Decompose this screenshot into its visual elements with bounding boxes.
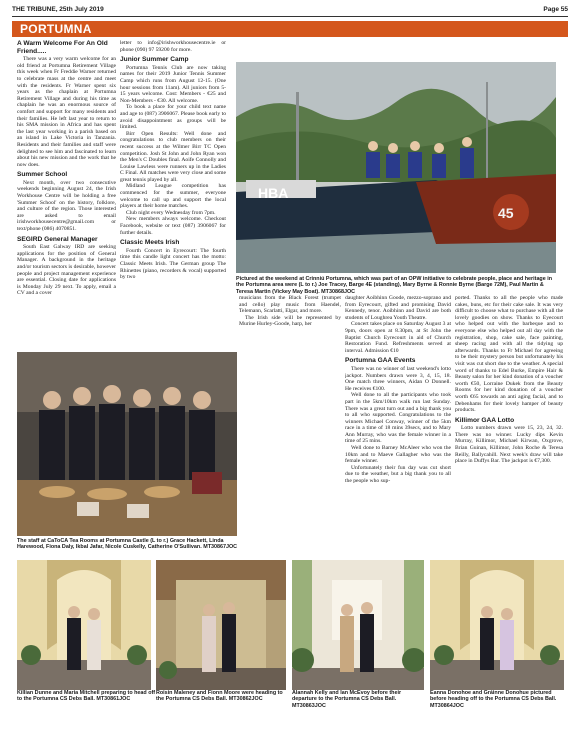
headline-segird: SEGIRD General Manager bbox=[17, 235, 98, 243]
article-paragraph: There was a very warm welcome for an old friend at Portumna Retirement Village this week when Fr Freddie Warner returned to celebrate mass at the centre and meet with the residents. Fr Warner spent six years as the chaplain at Portumna Retirement Village and during his time as chaplain he was an enormous source of comfort and support for many residents and their families. He left last year to return to his SMA mission in Africa and has spent the last year working in a parish based on an island in Lake Victoria in Tanzania. Residents and their families and staff were delighted to see him and fascinated to learn about his new mission and the work that he now does. bbox=[17, 56, 116, 168]
debs-photo-1-graphic bbox=[17, 560, 151, 690]
debs-photo-3 bbox=[292, 560, 424, 690]
headline-junior-camp: Junior Summer Camp bbox=[120, 56, 189, 64]
article-paragraph: Birr Open Results: Well done and congratulations to club members on their recent success at the Wilmer Birr TC Open competition. Josh St John and John Ryan won the Men's C Doubles final. Aoife Connolly and Louise Lawless were runners up in the Ladies C Final. All matches were very close and some great tennis played by all. bbox=[120, 130, 226, 183]
article-paragraph: Well done to Barney McAleer who won the 10km and to Maeve Gallagher who was the female winner. bbox=[345, 445, 451, 465]
headline-portumna-gaa: Portumna GAA Events bbox=[345, 357, 416, 365]
article-paragraph: Next month, over two consecutive weekends beginning August 24, the Irish Workhouse Centre will be holding a free 'Summer School' on the history, folklore, and culture of the region. Those interested are asked to email irishworkhousecentre@gmail.com or text/phone (086) 4070851. bbox=[17, 179, 116, 233]
debs-caption-2: Roisin Maleney and Fionn Moore were heading to the Portumna CS Debs Ball. MT30862JOC bbox=[156, 690, 283, 703]
cafe-staff-caption: The staff at CaToCA Tea Rooms at Portumna Castle (L to r.) Grace Hackett, Linda Harewood, Fiona Daly, Ikbal Jafar, Nicole Cuskelly, Catherine O'Sullivan. MT30867JOC bbox=[17, 538, 238, 551]
debs-photo-2 bbox=[156, 560, 286, 690]
article-column-1 bbox=[17, 40, 116, 345]
article-paragraph: Fourth Concert in Eyrecourt: The fourth time this candle light concert has the motto: Classic Meets Irish. The German group The Rhinettes (piano, recorders & vocal) supported by two bbox=[120, 247, 226, 281]
article-paragraph: Concert takes place on Saturday August 3 at 9pm, doors open at 8.30pm, at St John the Baptist Church Eyrecourt in aid of Church Restoration Fund. Refreshments served at interval. Admission €10 bbox=[345, 321, 451, 354]
debs-photo-4 bbox=[430, 560, 564, 690]
article-column-3 bbox=[239, 295, 341, 350]
article-paragraph: The Irish side will be represented by Murine Hurley-Goode, harp, her bbox=[239, 314, 341, 328]
cafe-staff-graphic bbox=[17, 352, 237, 536]
headline-classic-irish: Classic Meets Irish bbox=[120, 239, 180, 247]
article-paragraph: Lotto numbers drawn were 15, 23, 24, 32. There was no winner. Lucky dips Kevin Murray, Killimor, Michael Kirwan, Oxgrove, Brian Guinan, Killimor, John Roche & Teresa Reilly, Ballycahill. Next week's draw will take place in Duffys Bar. The jackpot is €7,300. bbox=[455, 425, 563, 465]
debs-caption-3: Alannah Kelly and Ian McEvoy before their departure to the Portumna CS Debs Ball. MT30863JOC bbox=[292, 690, 402, 709]
masthead-date: THE TRIBUNE, 25th July 2019 bbox=[12, 6, 104, 13]
headline-warm-welcome: A Warm Welcome For An Old Friend..... bbox=[17, 40, 108, 55]
boat-number-label: 45 bbox=[498, 205, 514, 221]
article-paragraph: Unfortunately their fun day was cut short due to the weather, but a big thank you to all the people who sup- bbox=[345, 464, 451, 485]
debs-photo-3-graphic bbox=[292, 560, 424, 690]
article-paragraph: New members always welcome. Checkout Facebook, website or text (087) 3906067 for further details. bbox=[120, 216, 226, 236]
section-bar bbox=[12, 21, 568, 37]
article-paragraph: ported. Thanks to all the people who made cakes, buns, etc for their cake sale. It was very difficult to choose what to purchase with all the lovely goodies on show. Thanks to Eyecourt who helped out with the barbeque and to everyone else who helped out all day with the registration, shop, cake sale, face painting, sheep racing and with all the tidying up afterwards. Thanks to Fr Michael for agreeing to be their mystery person but unfortunately his visit was cut short due to the weather. A special word of thanks to Edel Burke, Empire Hair & Beauty salon for her kind donation of a voucher worth €50, Lorraine Dukek from the Beauty Rooms for her kind donation of a voucher worth €65 towards an anti aging facial, and to Debenhams for their lovely hamper of beauty products. bbox=[455, 295, 563, 414]
article-paragraph: Midland League competition has commenced for the summer, everyone welcome to call up and support the local players at their home matches. bbox=[120, 183, 226, 210]
boat-registration-label: HBA bbox=[258, 185, 289, 201]
article-paragraph: There was no winner of last weekend's lotto jackpot. Numbers drawn were 3, 4, 15, 18. One match three winners, Aidan O Donnell. He receives €100. bbox=[345, 365, 451, 392]
article-paragraph: To book a place for your child text name and age to (087) 3906067. Please book early to avoid disappointment as groups will be limited. bbox=[120, 104, 226, 131]
article-column-5 bbox=[455, 295, 563, 530]
boat-photo-caption: Pictured at the weekend at Crinniú Portumna, which was part of an OPW initiative to celebrate people, place and heritage in the Portumna area were (L to r.) Joe Tracey, Barge 4E (standing), Mary Byrne & Ronnie Byrne (Barge 72M), Paul Martin & Teresa Martin (Vickey May Boat). MT30868JOC bbox=[236, 276, 553, 295]
debs-photo-1 bbox=[17, 560, 151, 690]
article-paragraph: South East Galway IRD are seeking applications for the position of General Manager. A background in the heritage and/or tourism sectors is desirable, however people and project management experience are essential. Closing date for applications is Monday July 29 next. To apply, email a CV and a cover bbox=[17, 244, 116, 297]
boat-photo bbox=[236, 62, 556, 273]
article-column-4 bbox=[345, 295, 451, 530]
article-paragraph: Portumna Tennis Club are now taking names for their 2019 Junior Tennis Summer Camp which runs from August 12-15. (One hour sessions from 11am). All juniors from 5-15 years welcome. Cost: Members - €25 and Non-Members - €30. All welcome. bbox=[120, 64, 226, 104]
headline-summer-school: Summer School bbox=[17, 171, 68, 179]
debs-caption-4: Eanna Donohoe and Gráinne Donohue pictured before heading off to the Portumna CS Debs Ball. MT30864JOC bbox=[430, 690, 557, 709]
debs-caption-1: Killian Dunne and Maria Mitchell preparing to head off to the Portumna CS Debs Ball. MT30861JOC bbox=[17, 690, 156, 703]
article-paragraph: musicians from the Black Forest (trumpet and cello) play music from Haendel, Telemann, Scarlatti, Elgar, and more. bbox=[239, 295, 341, 315]
article-paragraph: Club night every Wednesday from 7pm. bbox=[126, 209, 216, 216]
masthead-rule bbox=[12, 16, 568, 17]
article-paragraph: daughter Aoibhinn Goode, mezzo-soprano and from Eyrecourt, gifted and promising David Kennedy, tenor. Aoibhinn and David are both students of Loughrea Youth Theatre. bbox=[345, 295, 451, 321]
debs-photo-2-graphic bbox=[156, 560, 286, 690]
headline-killimor-lotto: Killimor GAA Lotto bbox=[455, 416, 515, 424]
boat-photo-graphic bbox=[236, 62, 556, 273]
cafe-staff-photo bbox=[17, 352, 237, 536]
article-paragraph: letter to info@irishworkhousecentre.ie or phone (090) 97 59200 for more. bbox=[120, 40, 226, 53]
debs-photo-4-graphic bbox=[430, 560, 564, 690]
masthead bbox=[12, 6, 568, 16]
section-title: PORTUMNA bbox=[20, 22, 92, 36]
article-paragraph: Well done to all the participants who took part in the 5km/10km walk run last Sunday. There was a great turn out and a big thank you to all who supported. Congratulations to the winners Michael Conway, winner of the 5km race in a time of 18 mins 39secs, and to Mary Ann Murray, who was the female winner in a time of 25 mins. bbox=[345, 392, 451, 445]
article-column-2 bbox=[120, 40, 226, 345]
page-number: Page 55 bbox=[543, 6, 568, 13]
